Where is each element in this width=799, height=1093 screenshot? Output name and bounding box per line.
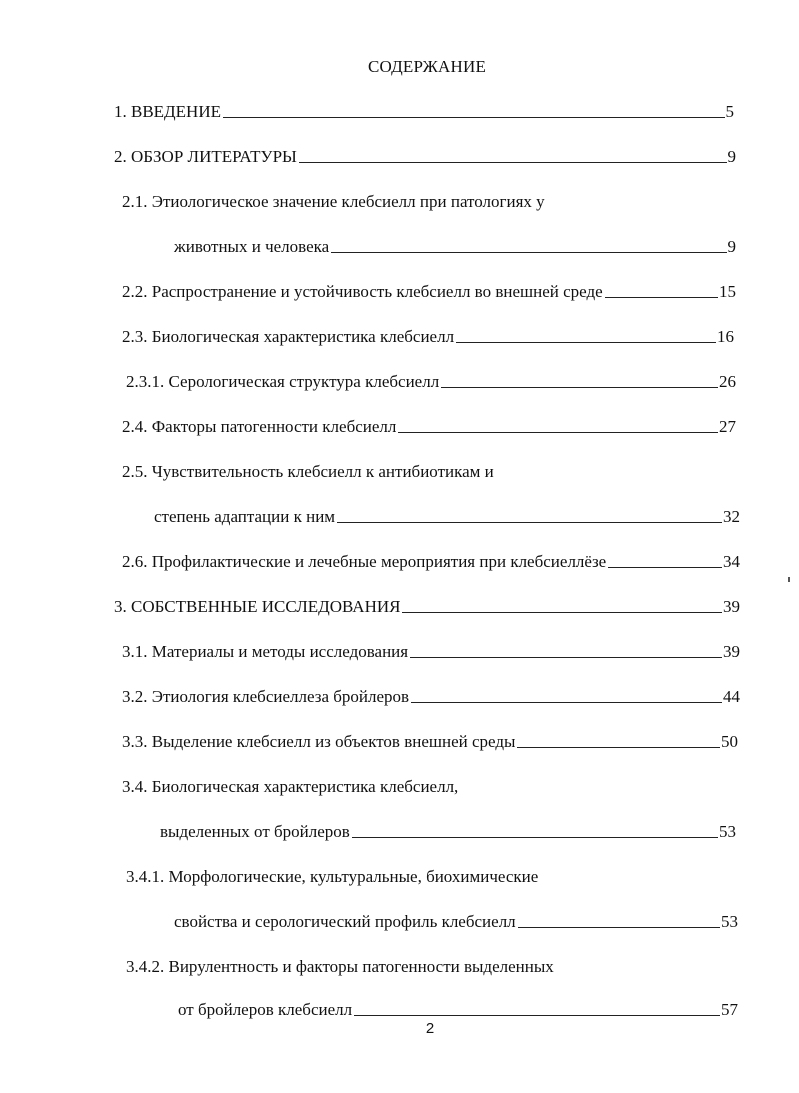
toc-entry-3-4[interactable]: 3.4. Биологическая характеристика клебсиелл, <box>122 777 459 796</box>
toc-entry-page: 53 <box>719 822 736 841</box>
toc-entry-text: 3.3. Выделение клебсиелл из объектов внешней среды <box>122 732 516 751</box>
toc-entry-page: 53 <box>721 912 738 931</box>
toc-leader-line <box>410 657 722 658</box>
toc-leader-line <box>398 432 718 433</box>
toc-entry-2-1[interactable]: 2.1. Этиологическое значение клебсиелл при патологиях у <box>122 192 545 211</box>
toc-entry-2-2[interactable] <box>122 280 736 302</box>
toc-entry-3-3[interactable] <box>122 730 738 752</box>
toc-entry-text: 2.4. Факторы патогенности клебсиелл <box>122 417 397 436</box>
page-title: СОДЕРЖАНИЕ <box>367 57 487 76</box>
toc-leader-line <box>518 927 720 928</box>
toc-entry-page: 34 <box>723 552 740 571</box>
toc-entry-3-1[interactable] <box>122 640 740 662</box>
toc-entry-3-4-2-cont[interactable] <box>178 998 738 1020</box>
toc-entry-text: выделенных от бройлеров <box>160 822 350 841</box>
toc-leader-line <box>337 522 722 523</box>
toc-leader-line <box>223 117 725 118</box>
toc-leader-line <box>354 1015 720 1016</box>
toc-entry-3-4-2[interactable]: 3.4.2. Вирулентность и факторы патогенности выделенных <box>126 957 554 976</box>
toc-entry-text: 3.1. Материалы и методы исследования <box>122 642 409 661</box>
toc-leader-line <box>331 252 726 253</box>
toc-entry-page: 5 <box>725 102 734 121</box>
toc-entry-page: 15 <box>719 282 736 301</box>
toc-entry-text: 3.2. Этиология клебсиеллеза бройлеров <box>122 687 410 706</box>
page-number: 2 <box>425 1020 435 1037</box>
toc-leader-line <box>441 387 718 388</box>
toc-leader-line <box>517 747 720 748</box>
toc-entry-page: 9 <box>727 147 736 166</box>
toc-leader-line <box>411 702 722 703</box>
toc-entry-2-3-1[interactable] <box>126 370 736 392</box>
toc-entry-text: 2. ОБЗОР ЛИТЕРАТУРЫ <box>114 147 297 166</box>
toc-entry-3-4-1-cont[interactable] <box>174 910 738 932</box>
toc-entry-page: 44 <box>723 687 740 706</box>
toc-entry-2-5-cont[interactable] <box>154 505 740 527</box>
toc-entry-page: 26 <box>719 372 736 391</box>
toc-entry-page: 39 <box>723 597 740 616</box>
toc-entry-page: 50 <box>721 732 738 751</box>
toc-entry-literature-review[interactable] <box>114 145 736 167</box>
toc-leader-line <box>402 612 722 613</box>
toc-entry-page: 27 <box>719 417 736 436</box>
toc-leader-line <box>352 837 718 838</box>
toc-leader-line <box>456 342 716 343</box>
toc-leader-line <box>299 162 727 163</box>
toc-entry-own-research[interactable] <box>114 595 740 617</box>
toc-entry-page: 16 <box>717 327 734 346</box>
toc-entry-3-4-cont[interactable] <box>160 820 736 842</box>
toc-entry-3-4-1[interactable]: 3.4.1. Морфологические, культуральные, биохимические <box>126 867 539 886</box>
toc-entry-text: 2.2. Распространение и устойчивость клебсиелл во внешней среде <box>122 282 603 301</box>
toc-entry-text: свойства и серологический профиль клебсиелл <box>174 912 516 931</box>
toc-entry-introduction[interactable] <box>114 100 734 122</box>
toc-entry-text: 2.3. Биологическая характеристика клебсиелл <box>122 327 455 346</box>
scan-speck <box>788 577 790 582</box>
toc-entry-page: 9 <box>727 237 736 256</box>
toc-entry-2-3[interactable] <box>122 325 734 347</box>
toc-entry-3-2[interactable] <box>122 685 740 707</box>
toc-entry-2-5[interactable]: 2.5. Чувствительность клебсиелл к антибиотикам и <box>122 462 494 481</box>
toc-entry-text: степень адаптации к ним <box>154 507 336 526</box>
toc-entry-text: 2.6. Профилактические и лечебные мероприятия при клебсиеллёзе <box>122 552 607 571</box>
toc-leader-line <box>605 297 718 298</box>
toc-entry-2-6[interactable] <box>122 550 740 572</box>
toc-entry-text: животных и человека <box>174 237 330 256</box>
toc-entry-text: от бройлеров клебсиелл <box>178 1000 353 1019</box>
toc-entry-2-1-cont[interactable] <box>174 235 736 257</box>
toc-entry-text: 3. СОБСТВЕННЫЕ ИССЛЕДОВАНИЯ <box>114 597 401 616</box>
toc-leader-line <box>608 567 722 568</box>
toc-entry-text: 1. ВВЕДЕНИЕ <box>114 102 221 121</box>
toc-entry-text: 2.3.1. Серологическая структура клебсиелл <box>126 372 440 391</box>
toc-entry-page: 39 <box>723 642 740 661</box>
toc-entry-page: 32 <box>723 507 740 526</box>
toc-entry-page: 57 <box>721 1000 738 1019</box>
toc-entry-2-4[interactable] <box>122 415 736 437</box>
